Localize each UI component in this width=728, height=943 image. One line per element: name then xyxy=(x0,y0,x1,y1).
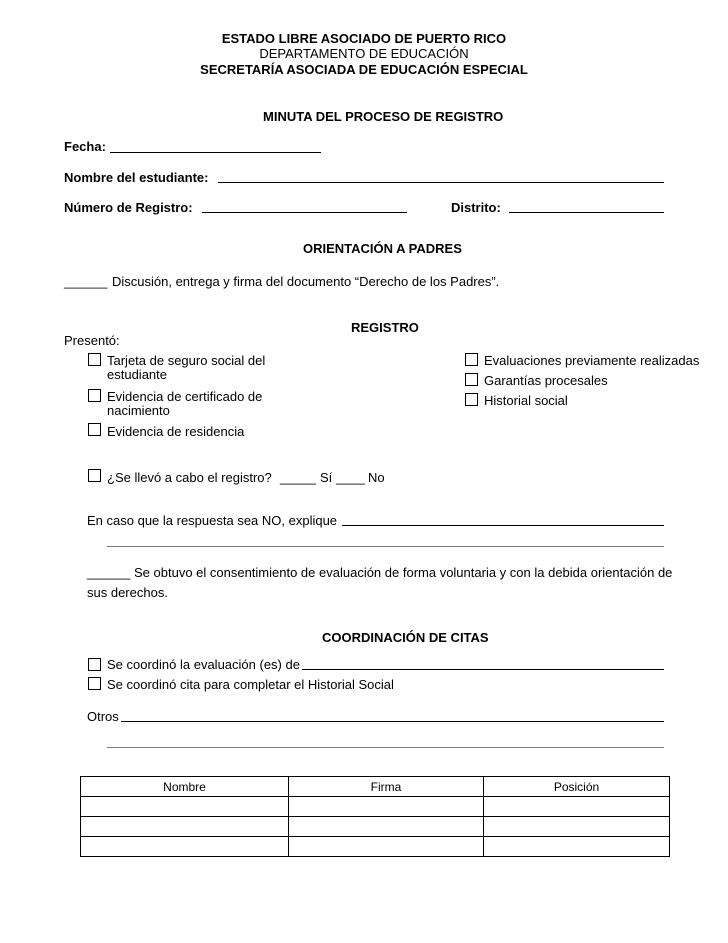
item-historial: Historial social xyxy=(484,393,568,408)
otros-label: Otros xyxy=(87,709,119,724)
checkbox-certificado[interactable] xyxy=(88,389,101,402)
item-garantias: Garantías procesales xyxy=(484,373,608,388)
presento-label: Presentó: xyxy=(64,333,120,348)
fecha-label: Fecha: xyxy=(64,139,106,154)
citas-item-1-field[interactable] xyxy=(302,669,664,670)
registro-label: Número de Registro: xyxy=(64,200,193,215)
item-tarjeta-l1: Tarjeta de seguro social del xyxy=(107,353,266,368)
cell-nombre[interactable] xyxy=(81,817,289,837)
registro-heading: REGISTRO xyxy=(351,320,419,335)
explain-field-line-2[interactable] xyxy=(107,546,664,547)
no-blank[interactable]: ____ xyxy=(336,470,365,485)
no-label: No xyxy=(368,470,385,485)
consent-text-l2: sus derechos. xyxy=(87,585,168,600)
item-certificado-l2: nacimiento xyxy=(107,403,170,418)
checkbox-historial-social[interactable] xyxy=(88,677,101,690)
cell-firma[interactable] xyxy=(289,817,484,837)
item-tarjeta-l2: estudiante xyxy=(107,367,167,382)
distrito-field[interactable] xyxy=(509,212,664,213)
yes-blank[interactable]: _____ xyxy=(280,470,317,485)
checkbox-registro-realizado[interactable] xyxy=(88,469,101,482)
header-firma: Firma xyxy=(289,777,484,797)
question-text: ¿Se llevó a cabo el registro? xyxy=(107,470,272,485)
orientacion-blank[interactable]: ______ xyxy=(64,274,108,289)
nombre-field[interactable] xyxy=(218,182,664,183)
header-line-1: ESTADO LIBRE ASOCIADO DE PUERTO RICO xyxy=(221,31,507,46)
table-row xyxy=(81,797,670,817)
distrito-label: Distrito: xyxy=(451,200,501,215)
otros-field[interactable] xyxy=(121,721,664,722)
cell-posicion[interactable] xyxy=(484,797,670,817)
otros-field-line-2[interactable] xyxy=(107,747,664,748)
table-header-row xyxy=(81,777,670,797)
consent-blank[interactable]: ______ xyxy=(87,565,131,580)
registro-field[interactable] xyxy=(202,212,407,213)
checkbox-historial[interactable] xyxy=(465,393,478,406)
consent-text-l1: Se obtuvo el consentimiento de evaluación de forma voluntaria y con la debida orientación de xyxy=(134,565,673,580)
header-posicion: Posición xyxy=(484,777,670,797)
citas-item-1: Se coordinó la evaluación (es) de xyxy=(107,657,300,672)
nombre-label: Nombre del estudiante: xyxy=(64,170,209,185)
checkbox-evaluacion[interactable] xyxy=(88,658,101,671)
cell-firma[interactable] xyxy=(289,797,484,817)
table-row xyxy=(81,837,670,857)
checkbox-evaluaciones[interactable] xyxy=(465,353,478,366)
cell-posicion[interactable] xyxy=(484,837,670,857)
cell-nombre[interactable] xyxy=(81,837,289,857)
explain-field[interactable] xyxy=(342,525,664,526)
table-row xyxy=(81,817,670,837)
orientacion-text: Discusión, entrega y firma del documento “Derecho de los Padres”. xyxy=(112,274,500,289)
cell-firma[interactable] xyxy=(289,837,484,857)
explain-label: En caso que la respuesta sea NO, explique xyxy=(87,513,338,528)
yes-label: Sí xyxy=(320,470,333,485)
citas-item-2: Se coordinó cita para completar el Historial Social xyxy=(107,677,394,692)
cell-nombre[interactable] xyxy=(81,797,289,817)
item-evaluaciones: Evaluaciones previamente realizadas xyxy=(484,353,700,368)
header-line-3: SECRETARÍA ASOCIADA DE EDUCACIÓN ESPECIAL xyxy=(200,62,528,77)
item-residencia: Evidencia de residencia xyxy=(107,424,245,439)
header-nombre: Nombre xyxy=(81,777,289,797)
checkbox-tarjeta[interactable] xyxy=(88,353,101,366)
checkbox-residencia[interactable] xyxy=(88,423,101,436)
fecha-field[interactable] xyxy=(110,152,321,153)
page-title: MINUTA DEL PROCESO DE REGISTRO xyxy=(263,109,504,124)
citas-heading: COORDINACIÓN DE CITAS xyxy=(322,630,489,645)
signature-table xyxy=(80,776,670,857)
header-line-2: DEPARTAMENTO DE EDUCACIÓN xyxy=(259,46,469,61)
checkbox-garantias[interactable] xyxy=(465,373,478,386)
item-certificado-l1: Evidencia de certificado de xyxy=(107,389,263,404)
cell-posicion[interactable] xyxy=(484,817,670,837)
orientacion-heading: ORIENTACIÓN A PADRES xyxy=(303,241,462,256)
